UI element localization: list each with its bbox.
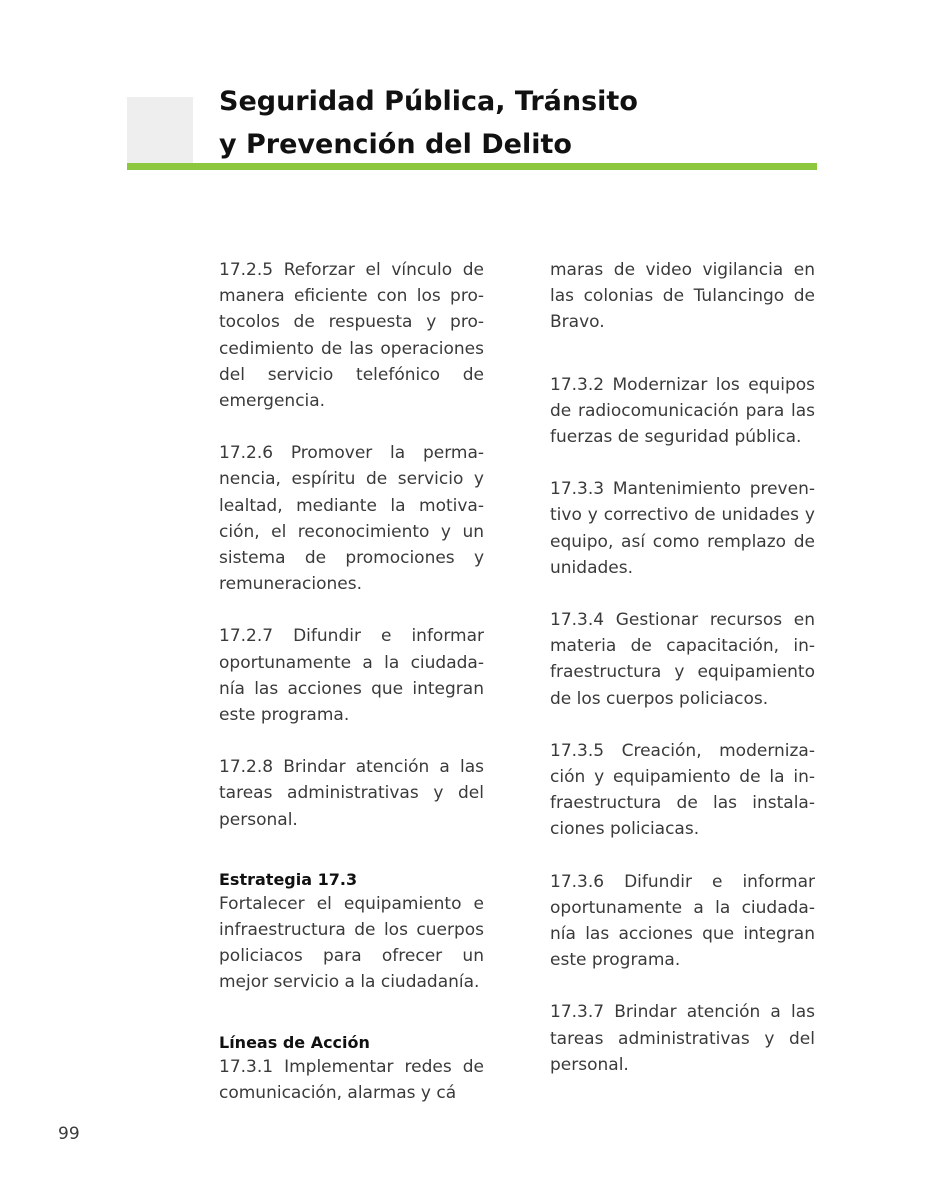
strategy-description: Fortalecer el equipamiento e infraestructura de los cuerpos policiacos para ofrecer un mejor servicio a la ciudadanía. <box>219 893 484 993</box>
action-item-17-3-6: 17.3.6 Difundir e informar oportunamente a la ciudadanía las acciones que integran este programa. <box>550 871 815 971</box>
left-column <box>219 257 484 1106</box>
action-item-17-3-1-continued: maras de video vigilancia en las colonias de Tulancingo de Bravo. <box>550 260 815 333</box>
header-gray-block <box>127 97 193 163</box>
page-number: 99 <box>58 1124 80 1144</box>
right-column <box>550 257 815 1078</box>
page-title-line-2: y Prevención del Delito <box>219 129 572 160</box>
strategy-heading: Estrategia 17.3 <box>219 869 358 889</box>
action-item-17-2-5: 17.2.5 Reforzar el vínculo de manera eficiente con los protocolos de respuesta y procedimiento de las operaciones del servicio telefónico de emergencia. <box>219 260 484 412</box>
action-item-17-3-7: 17.3.7 Brindar atención a las tareas administrativas y del personal. <box>550 1002 815 1075</box>
action-item-17-2-6: 17.2.6 Promover la permanencia, espíritu de servicio y lealtad, mediante la motivación, el reconocimiento y un sistema de promociones y remuneraciones. <box>219 443 484 595</box>
page-title <box>219 80 638 166</box>
actions-heading: Líneas de Acción <box>219 1032 370 1052</box>
page-title-line-1: Seguridad Pública, Tránsito <box>219 86 638 117</box>
action-item-17-3-2: 17.3.2 Modernizar los equipos de radiocomunicación para las fuerzas de seguridad pública. <box>550 374 815 448</box>
action-item-17-3-4: 17.3.4 Gestionar recursos en materia de capacitación, infraestructura y equipamiento de los cuerpos policiacos. <box>550 610 815 709</box>
action-item-17-3-3: 17.3.3 Mantenimiento preventivo y correctivo de unidades y equipo, así como remplazo de unidades. <box>550 479 815 578</box>
action-item-17-2-7: 17.2.7 Difundir e informar oportunamente a la ciudadanía las acciones que integran este programa. <box>219 626 484 726</box>
action-item-17-2-8: 17.2.8 Brindar atención a las tareas administrativas y del personal. <box>219 757 484 830</box>
action-item-17-3-1: 17.3.1 Implementar redes de comunicación, alarmas y cá <box>219 1056 484 1103</box>
action-item-17-3-5: 17.3.5 Creación, modernización y equipamiento de la infraestructura de las instalaciones policiacas. <box>550 740 815 840</box>
